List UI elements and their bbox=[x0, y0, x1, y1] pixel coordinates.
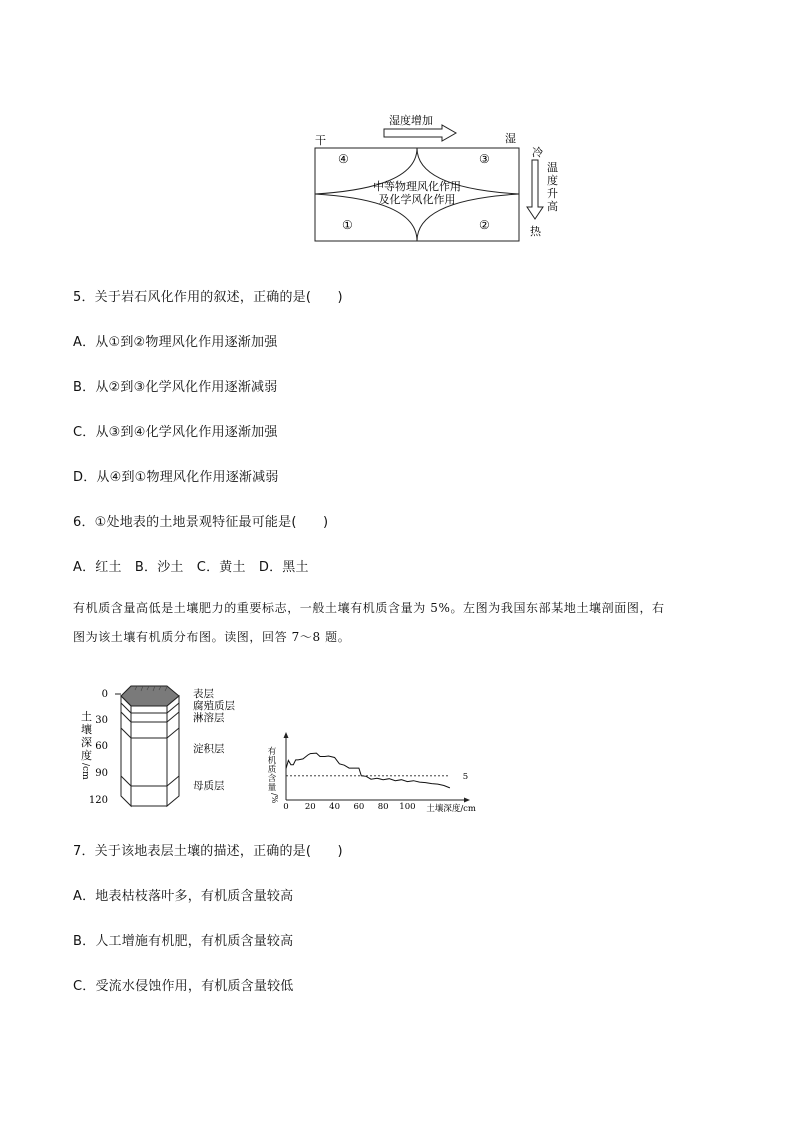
y-axis-arrowhead bbox=[284, 732, 289, 738]
q7-option-a: A．地表枯枝落叶多，有机质含量较高 bbox=[73, 889, 294, 904]
x-tick-label: 20 bbox=[304, 802, 316, 812]
x-tick-label: 100 bbox=[399, 802, 416, 812]
center-text-line1: 中等物理风化作用 bbox=[373, 180, 461, 193]
q7-stem: 7．关于该地表层土壤的描述，正确的是( ) bbox=[73, 844, 343, 859]
depth-tick-60: 60 bbox=[95, 741, 108, 752]
passage-line-1: 有机质含量高低是土壤肥力的重要标志，一般土壤有机质含量为 5%。左图为我国东部某地土壤剖面图，右 bbox=[73, 601, 665, 615]
temp-label-1: 温 bbox=[547, 161, 558, 174]
depth-tick-30: 30 bbox=[95, 715, 108, 726]
x-tick-label: 40 bbox=[329, 802, 340, 812]
soil-column bbox=[115, 686, 179, 806]
layer-label-parent: 母质层 bbox=[193, 780, 225, 792]
temp-label-3: 升 bbox=[547, 187, 558, 200]
q5-option-c: C．从③到④化学风化作用逐渐加强 bbox=[73, 425, 278, 440]
soil-axis-label-4: 度 bbox=[81, 749, 92, 762]
q5-option-d: D．从④到①物理风化作用逐渐减弱 bbox=[73, 470, 279, 485]
region-4-label: ④ bbox=[338, 152, 349, 166]
depth-tick-0: 0 bbox=[101, 689, 108, 700]
center-text-line2: 及化学风化作用 bbox=[378, 193, 456, 206]
y-axis-label-char: 含 bbox=[267, 774, 277, 784]
temp-label-2: 度 bbox=[547, 174, 558, 187]
humidity-arrow-label: 湿度增加 bbox=[389, 114, 433, 127]
q5-option-a: A．从①到②物理风化作用逐渐加强 bbox=[73, 335, 278, 350]
soil-axis-label-2: 壤 bbox=[81, 723, 92, 736]
y-axis-label-char: 机 bbox=[267, 756, 277, 766]
layer-label-illuvial: 淀积层 bbox=[193, 743, 225, 755]
region-1-label: ① bbox=[342, 218, 353, 232]
region-3-label: ③ bbox=[479, 152, 490, 166]
layer-label-humus: 腐殖质层 bbox=[193, 700, 235, 712]
q5-option-b: B．从②到③化学风化作用逐渐减弱 bbox=[73, 380, 278, 395]
x-tick-label: 0 bbox=[283, 802, 289, 812]
y-axis-label-char: 质 bbox=[267, 765, 277, 775]
y-axis-label-unit: /% bbox=[270, 793, 279, 804]
soil-profile-figure bbox=[75, 676, 265, 811]
q7-option-c: C．受流水侵蚀作用，有机质含量较低 bbox=[73, 979, 294, 994]
q5-stem: 5．关于岩石风化作用的叙述，正确的是( ) bbox=[73, 290, 343, 305]
y-axis-label-char: 有 bbox=[267, 747, 277, 757]
soil-axis-label-5: /cm bbox=[80, 763, 90, 780]
dry-label: 干 bbox=[315, 134, 326, 147]
hot-label: 热 bbox=[530, 225, 541, 238]
x-axis-arrowhead bbox=[464, 798, 470, 803]
organic-matter-series-line bbox=[286, 753, 450, 788]
passage-line-2: 图为该土壤有机质分布图。读图，回答 7～8 题。 bbox=[73, 630, 351, 644]
reference-label: 5 bbox=[462, 771, 469, 782]
x-axis-label: 土壤深度/cm bbox=[426, 804, 476, 814]
region-2-label: ② bbox=[479, 218, 490, 232]
passage bbox=[73, 594, 723, 652]
y-axis-label-char: 量 bbox=[267, 783, 277, 793]
weathering-diagram bbox=[300, 108, 560, 248]
layer-label-eluvial: 淋溶层 bbox=[193, 712, 225, 724]
humidity-arrow bbox=[384, 125, 456, 141]
cold-label: 冷 bbox=[532, 146, 543, 159]
soil-axis-label-1: 土 bbox=[81, 710, 92, 723]
organic-matter-chart bbox=[262, 730, 487, 815]
x-tick-label: 60 bbox=[353, 802, 365, 812]
temp-label-4: 高 bbox=[547, 200, 558, 213]
temperature-arrow bbox=[527, 160, 543, 219]
layer-label-surface: 表层 bbox=[193, 688, 214, 700]
q6-options: A．红土 B．沙土 C．黄土 D．黑土 bbox=[73, 560, 309, 575]
depth-tick-90: 90 bbox=[95, 768, 108, 779]
depth-tick-120: 120 bbox=[88, 795, 108, 806]
q7-option-b: B．人工增施有机肥，有机质含量较高 bbox=[73, 934, 294, 949]
x-tick-label: 80 bbox=[377, 802, 389, 812]
soil-axis-label-3: 深 bbox=[81, 736, 92, 749]
q6-stem: 6．①处地表的土地景观特征最可能是( ) bbox=[73, 515, 329, 530]
wet-label: 湿 bbox=[505, 132, 516, 145]
